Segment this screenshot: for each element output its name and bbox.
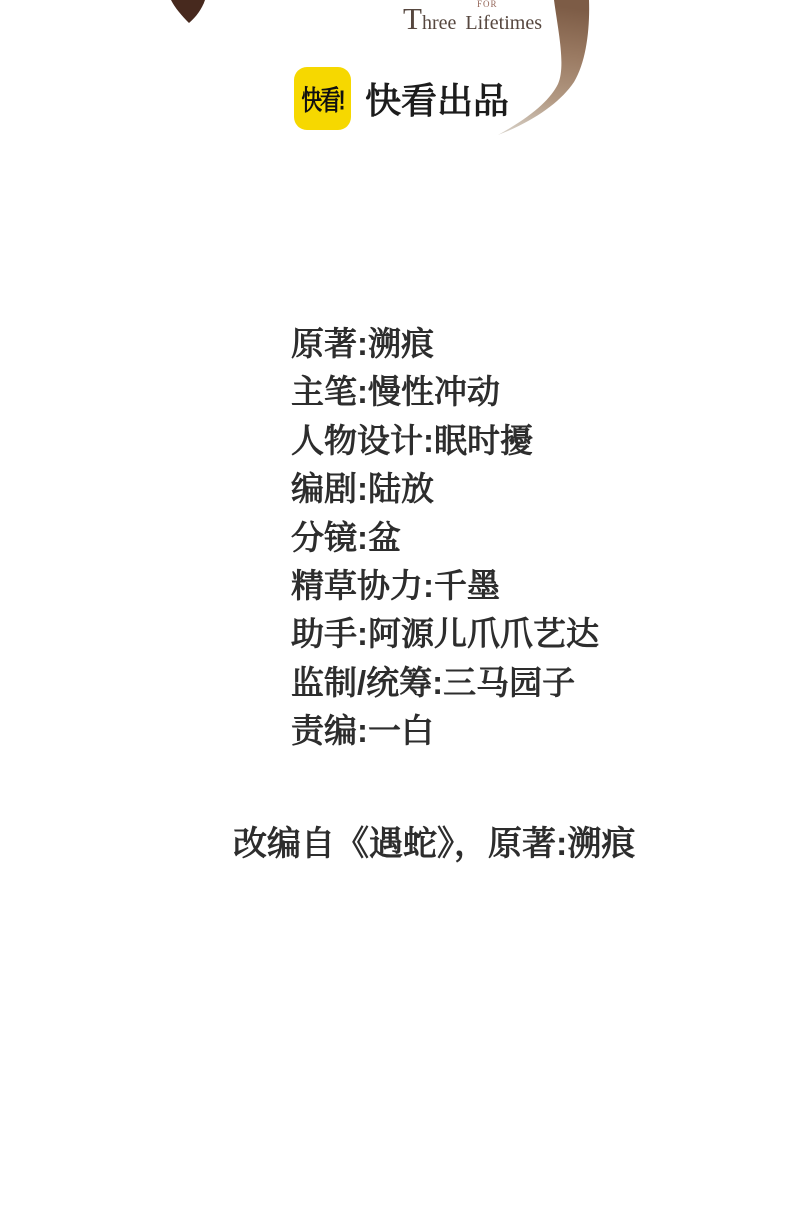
brush-stroke-fragment-icon <box>168 0 208 26</box>
credit-line-assistants: 助手:阿源儿爪爪艺达 <box>291 615 599 653</box>
english-subtitle <box>403 0 542 34</box>
credits-list <box>291 320 599 756</box>
kuaikan-logo <box>294 67 351 130</box>
publisher-label: 快看出品 <box>365 80 510 121</box>
publisher-row <box>294 67 509 130</box>
credit-line-editor: 责编:一白 <box>291 712 434 750</box>
credit-line-screenwriter: 编剧:陆放 <box>291 470 434 508</box>
credit-line-original-author: 原著:溯痕 <box>291 325 434 362</box>
credit-line-character-design: 人物设计:眠时擾 <box>291 421 533 459</box>
subtitle-dropcap: T <box>403 1 422 36</box>
adaptation-note: 改编自《遇蛇》，原著:溯痕 <box>233 825 636 863</box>
credit-line-supervisor: 监制/统筹:三马园子 <box>291 663 576 701</box>
credit-line-draft-assist: 精草协力:千墨 <box>291 566 500 604</box>
credit-line-storyboard: 分镜:盆 <box>291 518 401 556</box>
subtitle-for-label: FOR <box>477 0 498 9</box>
kuaikan-logo-text: 快看! <box>301 85 344 116</box>
subtitle-rest: hree Lifetimes <box>421 12 542 34</box>
credit-line-lead-artist: 主笔:慢性冲动 <box>291 373 500 411</box>
